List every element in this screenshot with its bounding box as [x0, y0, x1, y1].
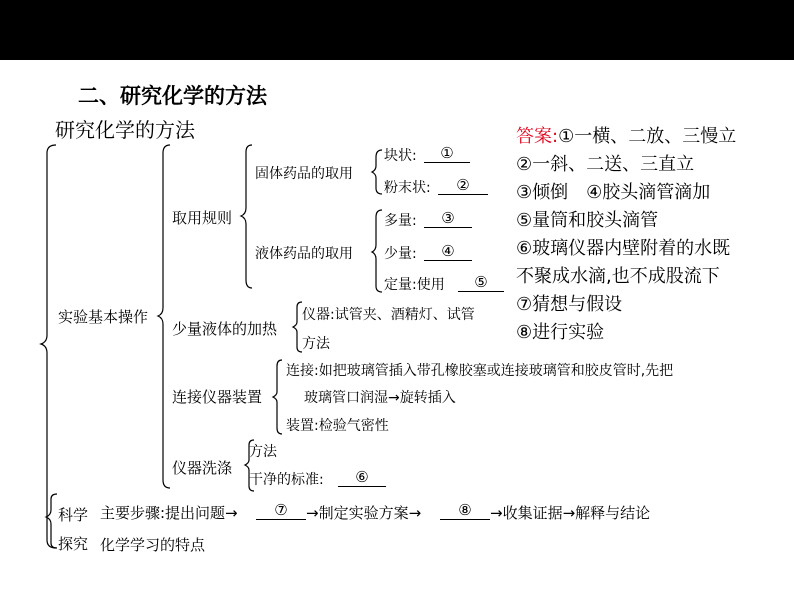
blank-1: ①: [424, 144, 470, 163]
liquid-much-label: 多量:: [384, 213, 417, 229]
answer-line-1: [516, 122, 736, 150]
blank-4: ④: [424, 242, 472, 261]
answer-line-5: ⑥玻璃仪器内壁附着的水既: [516, 238, 731, 259]
connect-line-3: 装置:检验气密性: [286, 418, 389, 434]
heating-instruments: 仪器:试管夹、酒精灯、试管: [302, 307, 475, 323]
wash-clean-label: 干净的标准:: [249, 472, 324, 488]
diagram-title: 研究化学的方法: [55, 118, 195, 142]
learning-features: 化学学习的特点: [100, 536, 206, 554]
liquid-little-label: 少量:: [384, 246, 417, 262]
answers-block: [516, 122, 736, 346]
answer-text-1: ①一横、二放、三慢立: [558, 126, 737, 147]
connect-line-2: 玻璃管口润湿→旋转插入: [304, 390, 456, 406]
liquid-take-label: 液体药品的取用: [255, 246, 353, 262]
steps-prefix: 主要步骤:提出问题→: [100, 504, 238, 522]
blank-3: ③: [424, 209, 472, 228]
take-rules-label: 取用规则: [172, 209, 233, 227]
answer-line-4: ⑤量筒和胶头滴管: [516, 210, 659, 231]
inquiry-label: 探究: [58, 535, 89, 553]
solid-take-label: 固体药品的取用: [255, 166, 353, 182]
connect-line-1: 连接:如把玻璃管插入带孔橡胶塞或连接玻璃管和胶皮管时,先把: [286, 363, 674, 379]
blank-2: ②: [438, 176, 488, 195]
top-banner: [0, 0, 794, 60]
category-basic-operations: 实验基本操作: [58, 308, 149, 326]
solid-block-label: 块状:: [384, 148, 417, 164]
solid-powder-label: 粉末状:: [384, 180, 431, 196]
answer-label: 答案:: [516, 126, 559, 147]
heating-method: 方法: [302, 336, 330, 352]
wash-label: 仪器洗涤: [172, 459, 233, 477]
answer-line-6: 不聚成水滴,也不成股流下: [516, 266, 720, 287]
steps-suffix: →收集证据→解释与结论: [490, 504, 651, 522]
blank-5: ⑤: [458, 273, 504, 292]
science-label: 科学: [58, 506, 89, 524]
answer-line-2: ②一斜、二送、三直立: [516, 154, 695, 175]
connect-label: 连接仪器装置: [172, 388, 263, 406]
steps-mid: →制定实验方案→: [306, 504, 422, 522]
blank-8: ⑧: [440, 501, 490, 520]
section-title: 二、研究化学的方法: [78, 84, 267, 108]
answer-line-8: ⑧进行实验: [516, 322, 605, 343]
answer-line-3: ③倾倒 ④胶头滴管滴加: [516, 182, 711, 203]
blank-6: ⑥: [338, 468, 386, 487]
blank-7: ⑦: [256, 501, 306, 520]
liquid-fixed-label: 定量:使用: [384, 277, 445, 293]
heating-label: 少量液体的加热: [172, 320, 278, 338]
wash-method: 方法: [249, 444, 277, 460]
answer-line-7: ⑦猜想与假设: [516, 294, 623, 315]
